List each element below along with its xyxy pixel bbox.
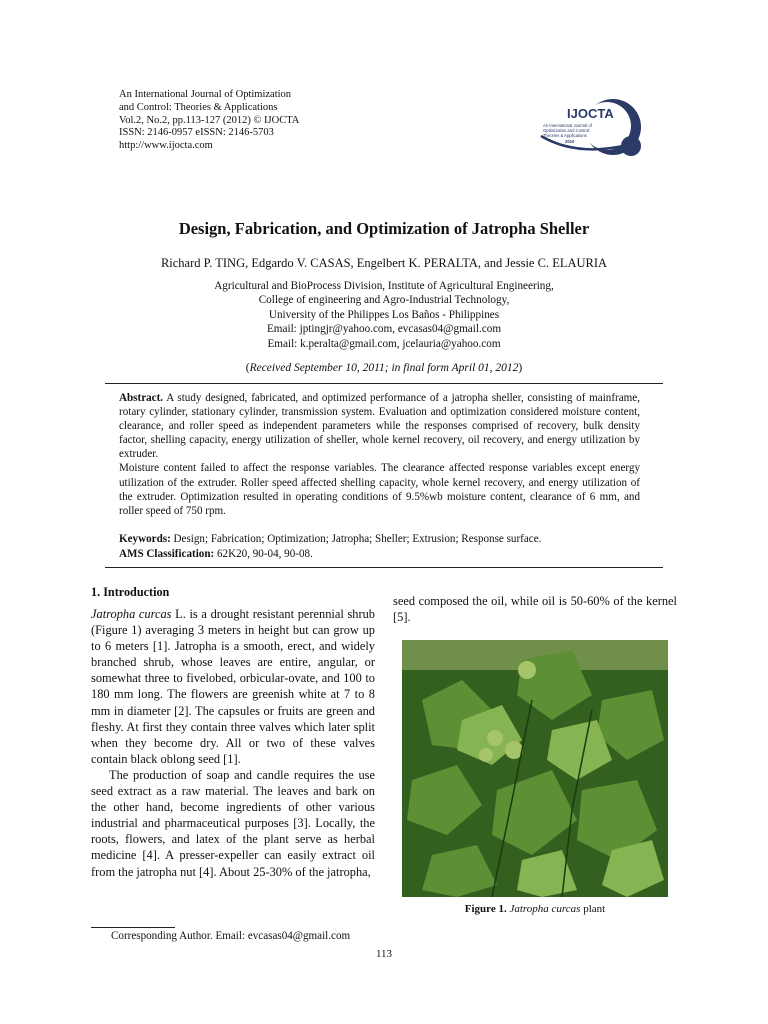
plant-image [402,640,668,897]
abstract-top-rule [105,383,663,384]
journal-header-line: ISSN: 2146-0957 eISSN: 2146-5703 [119,127,274,139]
affiliation-line: University of the Philippes Los Baños - Philippines [268,308,500,321]
left-column [91,606,375,880]
intro-paragraph-2: The production of soap and candle requires the use seed extract as a raw material. The leaves and bark on the other hand, become ingredients of other various industrial and pharmaceutical purposes [3]. Locally, the roots, flowers, and latex of the plant serve as herbal medicine [4]. A presser-expeller can easily extract oil from the jatropha nut [4]. About 25-30% of the jatropha, [91,767,375,879]
email-line: Email: jptingjr@yahoo.com, evcasas04@gmail.com [266,323,502,336]
logo-name: IJOCTA [567,106,614,121]
footnote: Corresponding Author. Email: evcasas04@gmail.com [111,930,351,942]
paper-authors: Richard P. TING, Edgardo V. CASAS, Engelbert K. PERALTA, and Jessie C. ELAURIA [160,256,608,270]
affiliation-line: College of engineering and Agro-Industrial Technology, [258,294,510,307]
journal-header-line: An International Journal of Optimization [119,89,292,100]
figure-label: Figure 1. [464,903,507,915]
intro-paragraph-1: L. is a drought resistant perennial shrub (Figure 1) averaging 3 meters in height but can grow up to 6 meters [1]. Jatropha is a smooth, erect, and widely branched shrub, whose leaves are entire, angular, or somewhat three to fivelobed, orbicular-ovate, and 100 to 180 mm long. The flowers are greenish white at 7 to 8 mm in diameter [2]. The capsules or fruits are green and fleshy. At first they contain three valves which later split when they become dry. All or two of these valves contain black oblong seed [1]. [91,607,375,766]
affiliation-block [0,279,768,351]
ams-label: AMS Classification: [119,548,215,560]
ijocta-logo-graphic [535,94,647,160]
abstract [119,391,640,518]
figure-suffix: plant [580,903,606,915]
affiliation-line: Agricultural and BioProcess Division, Institute of Agricultural Engineering, [214,280,554,292]
logo-subtitle: Optimization and Control: [543,128,591,133]
abstract-bottom-rule [105,567,663,568]
keywords-block [119,532,640,562]
journal-header [119,89,299,153]
section-heading: 1. Introduction [91,585,170,599]
footnote-rule [91,927,175,928]
journal-url: http://www.ijocta.com [119,140,213,152]
email-line: Email: k.peralta@gmail.com, jcelauria@yahoo.com [267,337,501,350]
keywords-label: Keywords: [119,533,171,545]
right-column [393,593,677,625]
paper-title: Design, Fabrication, and Optimization of Jatropha Sheller [178,219,590,238]
page-number: 113 [375,948,393,960]
journal-header-line: Vol.2, No.2, pp.113-127 (2012) © IJOCTA [119,114,300,126]
logo-year: 2010 [565,139,575,144]
logo-subtitle: An International Journal of [543,123,592,128]
journal-header-line: and Control: Theories & Applications [119,101,278,113]
abstract-label: Abstract. [119,392,164,404]
jatropha-plant-photo [402,640,668,897]
abstract-text: Moisture content failed to affect the response variables. The clearance affected response variables except energy utilization of the extruder. Roller speed affected shelling capacity, whole kernel recovery, and energy utilization of the extruder. Optimization resulted in operating conditions of 9.5%wb moisture content, clearance of 6 mm, and roller speed of 750 rpm. [119,462,640,517]
abstract-text: A study designed, fabricated, and optimized performance of a jatropha sheller, consisting of mainframe, rotary cylinder, stationary cylinder, transmission system. Evaluation and optimization considered moisture content, clearance, and roller speed as independent parameters while the responses comprised of recovery, bulk density factor, shelling capacity, energy utilization of sheller, whole kernel recovery, oil recovery, and energy utilization by extruder. [119,392,640,461]
ams-text: 62K20, 90-04, 90-08. [214,548,313,560]
keywords-text: Design; Fabrication; Optimization; Jatropha; Sheller; Extrusion; Response surface. [170,533,542,545]
figure-caption [402,903,668,915]
received-text: Received September 10, 2011; in final form April 01, 2012 [249,362,519,374]
logo-subtitle: Theories & Applications [543,133,587,138]
figure-species: Jatropha curcas [509,903,581,915]
intro-paragraph-3: seed composed the oil, while oil is 50-60% of the kernel [5]. [393,594,677,625]
species-name: Jatropha curcas [91,607,172,621]
received-dates: (Received September 10, 2011; in final form April 01, 2012) [245,362,523,374]
ijocta-logo [535,94,647,160]
